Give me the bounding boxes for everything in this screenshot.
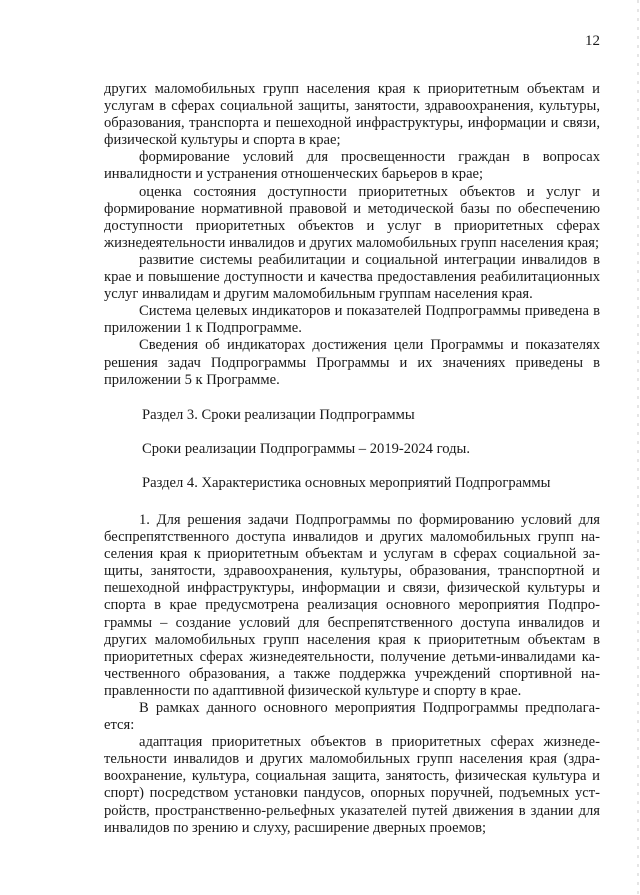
paragraph-rehabilitation: развитие системы реабилитации и социальной интеграции инвалидов в крае и повышение доступности и качества предоставления реабилитационных услуг инвалидам и другим маломобильным группам населения края. — [104, 251, 600, 303]
paragraph-measure-intro: В рамках данного основного мероприятия Подпрограммы предполагается: — [104, 700, 600, 734]
document-body — [104, 81, 600, 837]
paragraph-enlightenment: формирование условий для просвещенности граждан в вопросах инвалидности и устранения отношенческих барьеров в крае; — [104, 149, 600, 183]
paragraph-measure-1: 1. Для решения задачи Подпрограммы по формированию условий для беспрепятственного доступа инвалидов и других маломобильных групп населения края к приоритетным объектам и услугам в сферах социальной защиты, занятости, здравоохранения, культуры, образования, транспортной и пешеходной инфраструктуры, информации и связи, физической культуры и спорта в крае предусмотрена реализация основного мероприятия Подпрограммы – создание условий для беспрепятственного доступа инвалидов и других маломобильных групп населения края к приоритетным объектам в приоритетных сферах жизнедеятельности, получение детьми-инвалидами качественного образования, а также поддержка учреждений спортивной направленности по адаптивной физической культуре и спорту в крае. — [104, 511, 600, 699]
section-3-heading: Раздел 3. Сроки реализации Подпрограммы — [142, 406, 415, 423]
paragraph-indicators-system: Система целевых индикаторов и показателей Подпрограммы приведена в приложении 1 к Подпрограмме. — [104, 303, 600, 337]
paragraph-accessibility-assessment: оценка состояния доступности приоритетных объектов и услуг и формирование нормативной правовой и методической базы по обеспечению доступности приоритетных объектов и услуг в приоритетных сферах жизнедеятельности инвалидов и других маломобильных групп населения края; — [104, 183, 600, 251]
paragraph-continuation: других маломобильных групп населения края к приоритетным объектам и услугам в сферах социальной защиты, занятости, здравоохранения, культуры, образования, транспорта и пешеходной инфраструктуры, информации и связи, физической культуры и спорта в крае; — [104, 81, 600, 149]
paragraph-indicators-info: Сведения об индикаторах достижения цели Программы и показателях решения задач Подпрограммы Программы и их значениях приведены в приложении 5 к Программе. — [104, 337, 600, 388]
paragraph-timeframe: Сроки реализации Подпрограммы – 2019-2024 годы. — [142, 440, 470, 457]
paragraph-adaptation: адаптация приоритетных объектов в приоритетных сферах жизнедетельности инвалидов и других маломобильных групп населения края (здравоохранение, культура, социальная защита, занятость, физическая культура и спорт) посредством установки пандусов, опорных поручней, подъемных устройств, пространственно-рельефных указателей путей движения в здании для инвалидов по зрению и слуху, расширение дверных проемов; — [104, 734, 600, 836]
scan-edge-artifact — [637, 0, 639, 895]
page-number: 12 — [585, 33, 600, 49]
section-4-heading: Раздел 4. Характеристика основных мероприятий Подпрограммы — [142, 474, 551, 491]
